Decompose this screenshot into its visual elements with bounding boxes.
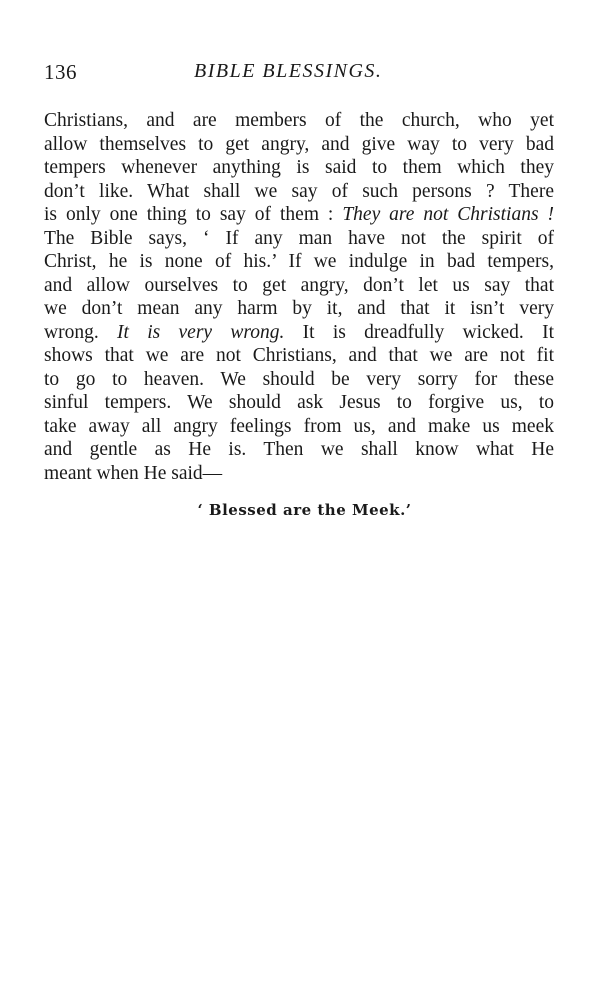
- text-line: [44, 180, 554, 204]
- text-segment: Christ, he is none of his.’ If we indulge in bad tempers,: [44, 251, 554, 272]
- text-line: [44, 250, 554, 274]
- text-line: [44, 438, 554, 462]
- text-segment: to go to heaven. We should be very sorry for these: [44, 368, 554, 390]
- text-segment: The Bible says, ‘ If any man have not the spirit of: [44, 227, 554, 249]
- closing-blackletter-line: ‘ Blessed are the Meek.’: [197, 501, 412, 519]
- text-line: [44, 274, 554, 298]
- page-number: 136: [44, 60, 77, 84]
- text-line: [44, 227, 554, 251]
- text-line: [44, 297, 554, 321]
- text-line: [44, 415, 554, 439]
- text-segment: It is dreadfully wicked. It: [284, 321, 554, 343]
- running-title: BIBLE BLESSINGS.: [194, 60, 383, 82]
- text-segment: tempers whenever anything is said to them which they: [44, 157, 554, 178]
- text-segment: shows that we are not Christians, and that we are not fit: [44, 345, 554, 366]
- text-line: [44, 368, 554, 392]
- text-segment: allow themselves to get angry, and give way to very bad: [44, 133, 554, 155]
- text-segment: Christians, and are members of the church, who yet: [44, 110, 554, 131]
- text-line: [44, 133, 554, 157]
- text-line: [44, 156, 554, 180]
- text-segment: meant when He said—: [44, 462, 223, 484]
- emphasis-text: They are not Christians !: [342, 204, 554, 225]
- text-segment: and gentle as He is. Then we shall know what He: [44, 439, 554, 460]
- emphasis-text: It is very wrong.: [117, 321, 285, 343]
- text-segment: sinful tempers. We should ask Jesus to forgive us, to: [44, 392, 554, 413]
- text-line: [44, 109, 554, 133]
- text-line: [44, 344, 554, 368]
- text-segment: is only one thing to say of them :: [44, 204, 343, 225]
- text-segment: and allow ourselves to get angry, don’t let us say that: [44, 274, 554, 296]
- body-text: [44, 109, 554, 485]
- text-line: [44, 321, 554, 345]
- text-segment: we don’t mean any harm by it, and that it isn’t very: [44, 298, 554, 319]
- text-segment: don’t like. What shall we say of such persons ? There: [44, 180, 554, 202]
- text-line: [44, 203, 554, 227]
- text-line: [44, 391, 554, 415]
- text-segment: wrong.: [44, 321, 117, 343]
- text-segment: take away all angry feelings from us, and make us meek: [44, 415, 554, 437]
- text-line: [44, 462, 554, 486]
- running-head: [44, 60, 554, 90]
